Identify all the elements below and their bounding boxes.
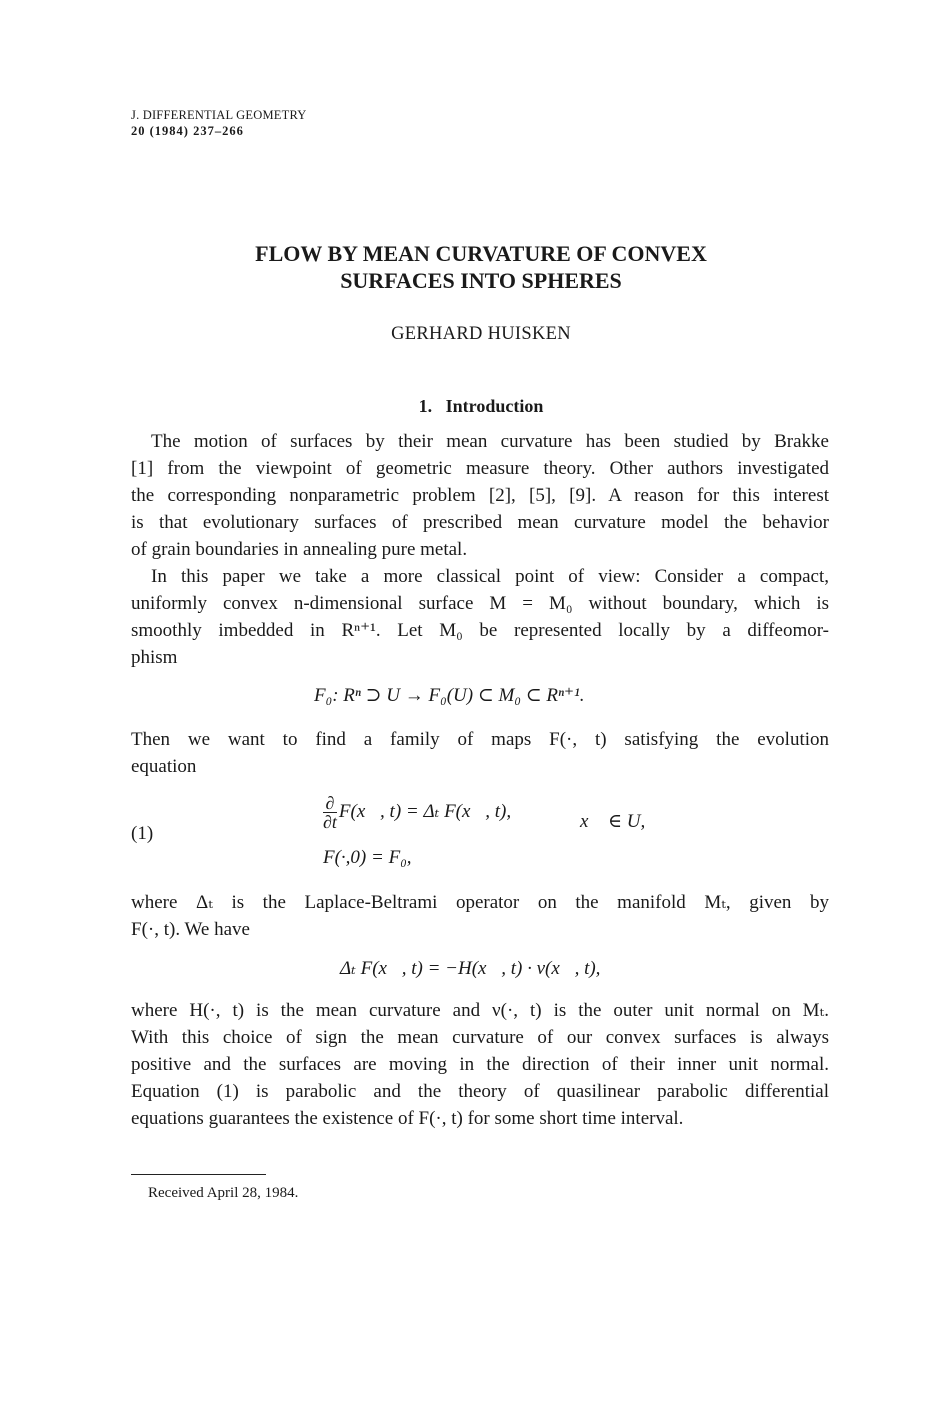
section-title: Introduction: [445, 396, 544, 416]
equation-number: (1): [131, 823, 154, 844]
text-line: The motion of surfaces by their mean curvature has been studied by Brakke: [151, 431, 829, 452]
paragraph-1: [131, 428, 829, 563]
paragraph-5: [131, 997, 829, 1132]
text-line: Then we want to find a family of maps F(·, t) satisfying the evolution: [131, 729, 829, 750]
paper-title: [0, 240, 944, 294]
equation-laplace: Δₜ F(x⃗, t) = −H(x⃗, t) · ν(x⃗, t),: [340, 958, 601, 979]
text-line: positive and the surfaces are moving in the direction of their inner unit normal.: [131, 1054, 829, 1075]
journal-volume: 20 (1984) 237–266: [131, 124, 244, 138]
text-line: [1] from the viewpoint of geometric measure theory. Other authors investigated: [131, 458, 829, 479]
fraction-denominator: ∂t: [323, 812, 337, 832]
equation-map: F₀: Rⁿ ⊃ U → F₀(U) ⊂ M₀ ⊂ Rⁿ⁺¹.: [314, 685, 585, 706]
title-line-1: FLOW BY MEAN CURVATURE OF CONVEX: [255, 241, 707, 266]
partial-fraction: [323, 794, 337, 831]
section-number: 1.: [418, 396, 433, 416]
equation-1-domain: x⃗ ∈ U,: [580, 811, 646, 832]
title-line-2: SURFACES INTO SPHERES: [340, 268, 622, 293]
text-line: With this choice of sign the mean curvature of our convex surfaces is always: [131, 1027, 829, 1048]
footnote-divider: [131, 1174, 266, 1175]
text-line: In this paper we take a more classical point of view: Consider a compact,: [151, 566, 829, 587]
text-line: equations guarantees the existence of F(·, t) for some short time interval.: [131, 1108, 684, 1129]
text-line: phism: [131, 647, 178, 668]
paragraph-2: [131, 563, 829, 671]
text-line: Equation (1) is parabolic and the theory of quasilinear parabolic differential: [131, 1081, 829, 1102]
section-heading: [0, 396, 944, 417]
text-line: uniformly convex n-dimensional surface M = M₀ without boundary, which is: [131, 593, 829, 614]
text-line: equation: [131, 756, 197, 777]
text-line: F(·, t). We have: [131, 919, 250, 940]
text-line: is that evolutionary surfaces of prescribed mean curvature model the behavior: [131, 512, 829, 533]
paragraph-4: [131, 889, 829, 943]
text-line: the corresponding nonparametric problem [2], [5], [9]. A reason for this interest: [131, 485, 829, 506]
journal-name: J. DIFFERENTIAL GEOMETRY: [131, 108, 307, 122]
footnote: Received April 28, 1984.: [148, 1185, 299, 1201]
paragraph-3: [131, 726, 829, 780]
text-line: where Δₜ is the Laplace-Beltrami operator on the manifold Mₜ, given by: [131, 892, 829, 913]
equation-1-line-2: F(·,0) = F₀,: [323, 847, 412, 868]
text-line: where H(·, t) is the mean curvature and ν(·, t) is the outer unit normal on Mₜ.: [131, 1000, 829, 1021]
equation-1-line-1: [323, 794, 511, 831]
fraction-numerator: ∂: [323, 794, 337, 813]
text-line: of grain boundaries in annealing pure metal.: [131, 539, 468, 560]
text-line: smoothly imbedded in Rⁿ⁺¹. Let M₀ be represented locally by a diffeomor-: [131, 620, 829, 641]
equation-1-rhs: F(x⃗, t) = Δₜ F(x⃗, t),: [338, 800, 512, 822]
journal-header: [131, 107, 307, 139]
author-name: GERHARD HUISKEN: [391, 324, 571, 344]
